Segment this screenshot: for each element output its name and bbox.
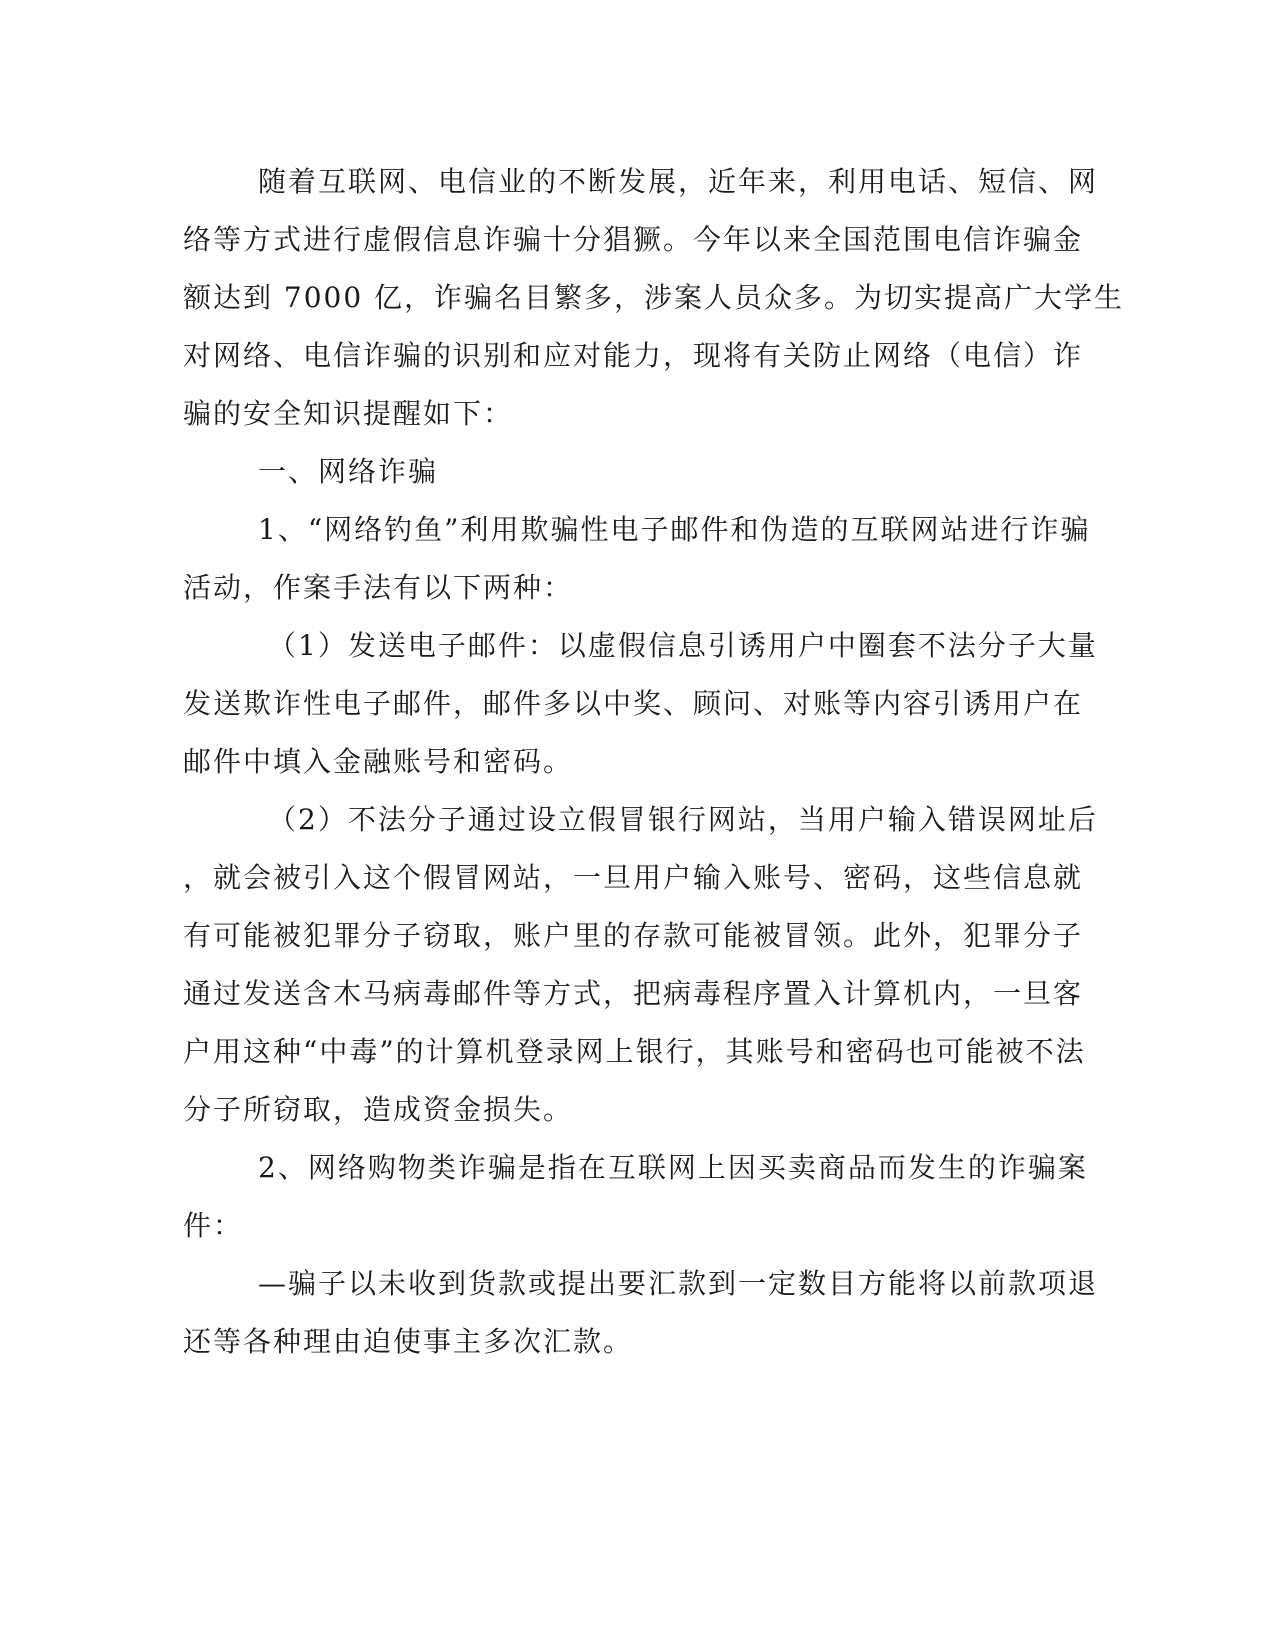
paragraph-line: 发送欺诈性电子邮件，邮件多以中奖、顾问、对账等内容引诱用户在 [183, 687, 1084, 720]
paragraph-line: 2、网络购物类诈骗是指在互联网上因买卖商品而发生的诈骗案 [258, 1151, 1088, 1184]
paragraph-line: 活动，作案手法有以下两种： [183, 571, 574, 604]
paragraph-line: ，就会被引入这个假冒网站，一旦用户输入账号、密码，这些信息就 [183, 861, 1084, 894]
paragraph-line: 分子所窃取，造成资金损失。 [183, 1093, 574, 1126]
paragraph-line: （2）不法分子通过设立假冒银行网站，当用户输入错误网址后 [268, 803, 1098, 836]
paragraph-line: 户用这种“中毒”的计算机登录网上银行，其账号和密码也可能被不法 [183, 1035, 1086, 1068]
paragraph-line: （1）发送电子邮件：以虚假信息引诱用户中圈套不法分子大量 [268, 629, 1098, 662]
paragraph-line: 1、“网络钓鱼”利用欺骗性电子邮件和伪造的互联网站进行诈骗 [258, 513, 1091, 546]
paragraph-line: 对网络、电信诈骗的识别和应对能力，现将有关防止网络（电信）诈 [183, 339, 1084, 372]
paragraph-line: 通过发送含木马病毒邮件等方式，把病毒程序置入计算机内，一旦客 [183, 977, 1084, 1010]
paragraph-line: —骗子以未收到货款或提出要汇款到一定数目方能将以前款项退 [258, 1267, 1099, 1300]
paragraph-line: 有可能被犯罪分子窃取，账户里的存款可能被冒领。此外，犯罪分子 [183, 919, 1084, 952]
paragraph-line: 络等方式进行虚假信息诈骗十分猖獗。今年以来全国范围电信诈骗金 [183, 223, 1084, 256]
paragraph-line: 邮件中填入金融账号和密码。 [183, 745, 574, 778]
paragraph-line: 随着互联网、电信业的不断发展，近年来，利用电话、短信、网 [258, 165, 1099, 198]
paragraph-line: 件： [183, 1209, 244, 1242]
paragraph-line: 额达到 7000 亿，诈骗名目繁多，涉案人员众多。为切实提高广大学生 [183, 281, 1125, 314]
section-heading: 一、网络诈骗 [258, 455, 439, 488]
paragraph-line: 骗的安全知识提醒如下： [183, 397, 514, 430]
paragraph-line: 还等各种理由迫使事主多次汇款。 [183, 1325, 634, 1358]
